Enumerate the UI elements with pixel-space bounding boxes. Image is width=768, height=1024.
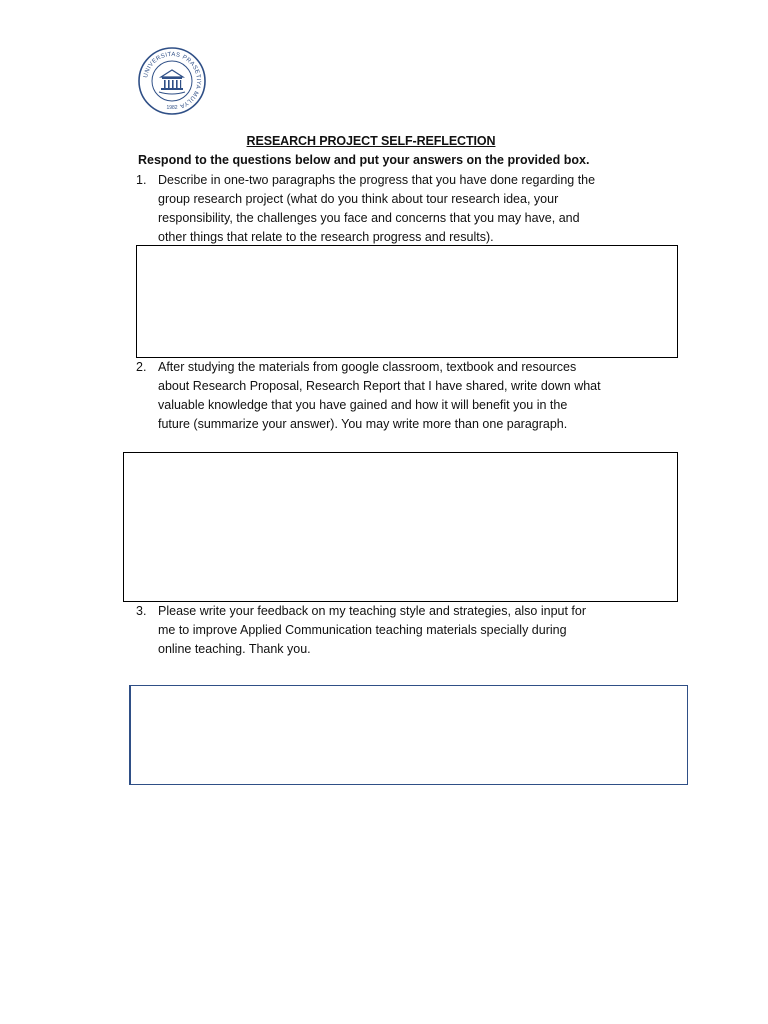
question-line: Please write your feedback on my teaching style and strategies, also input for [158, 604, 587, 618]
answer-box-1[interactable] [136, 245, 678, 358]
question-text [158, 602, 608, 659]
question-line: online teaching. Thank you. [158, 642, 311, 656]
answer-box-3[interactable] [129, 685, 688, 785]
question-line: other things that relate to the research progress and results). [158, 230, 494, 244]
university-seal-logo [137, 46, 207, 116]
question-number: 1. [136, 173, 147, 187]
seal-year: 1982 [166, 105, 178, 111]
question-line: responsibility, the challenges you face and concerns that you may have, and [158, 211, 580, 225]
university-seal-icon [137, 46, 207, 116]
question-line: future (summarize your answer). You may write more than one paragraph. [158, 417, 568, 431]
question-line: me to improve Applied Communication teaching materials specially during [158, 623, 567, 637]
question-number: 3. [136, 604, 147, 618]
question-line: about Research Proposal, Research Report that I have shared, write down what [158, 379, 601, 393]
answer-box-2[interactable] [123, 452, 678, 602]
question-text [158, 171, 608, 247]
question-line: After studying the materials from google classroom, textbook and resources [158, 360, 577, 374]
question-number: 2. [136, 360, 147, 374]
question-line: group research project (what do you think about tour research idea, your [158, 192, 559, 206]
question-line: Describe in one-two paragraphs the progress that you have done regarding the [158, 173, 596, 187]
seal-ring-text: UNIVERSITAS PRASETIYA MULYA [143, 51, 202, 109]
instruction-text: Respond to the questions below and put your answers on the provided box. [138, 153, 590, 167]
question-text [158, 358, 608, 434]
document-title: RESEARCH PROJECT SELF-REFLECTION [246, 134, 496, 148]
question-line: valuable knowledge that you have gained and how it will benefit you in the [158, 398, 568, 412]
